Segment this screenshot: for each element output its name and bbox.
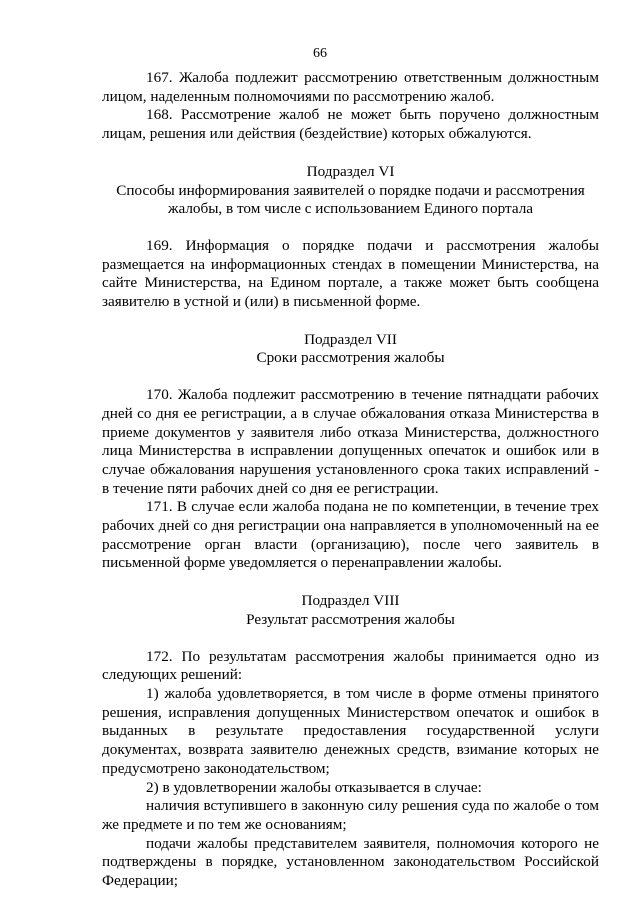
paragraph-169: 169. Информация о порядке подачи и рассмотрения жалобы размещается на информационных стендах в помещении Министерства, на сайте Министерства, на Едином портале, а также может быть сообщена заявителю в устной и (или) в письменной форме.	[102, 236, 599, 311]
subsection-7-title: Сроки рассмотрения жалобы	[256, 349, 445, 367]
paragraph-168: 168. Рассмотрение жалоб не может быть поручено должностным лицам, решения или действия (бездействие) которых обжалуются.	[102, 106, 599, 143]
paragraph-172: 172. По результатам рассмотрения жалобы принимается одно из следующих решений:	[102, 647, 599, 684]
page-number: 66	[313, 46, 327, 61]
paragraph-172-item-2-case-a: наличия вступившего в законную силу решения суда по жалобе о том же предмете и по тем же основаниям;	[102, 797, 599, 833]
paragraph-172-item-2-case-b: подачи жалобы представителем заявителя, полномочия которого не подтверждены в порядке, установленном законодательством Российской Федерации;	[102, 834, 599, 890]
paragraph-167: 167. Жалоба подлежит рассмотрению ответственным должностным лицом, наделенным полномочиями по рассмотрению жалоб.	[102, 69, 599, 105]
subsection-8-label: Подраздел VIII	[301, 592, 400, 610]
subsection-6-label: Подраздел VI	[306, 162, 395, 180]
document-body	[102, 69, 599, 891]
paragraph-171: 171. В случае если жалоба подана не по компетенции, в течение трех рабочих дней со дня регистрации она направляется в уполномоченный на ее рассмотрение орган власти (организацию), после чего заявитель в письменной форме уведомляется о перенаправлении жалобы.	[102, 498, 599, 572]
paragraph-170: 170. Жалоба подлежит рассмотрению в течение пятнадцати рабочих дней со дня ее регистрации, а в случае обжалования отказа Министерства в приеме документов у заявителя либо отказа Министерства, должностного лица Министерства в исправлении допущенных опечаток и ошибок или в случае обжалования нарушения установленного срока таких исправлений - в течение пяти рабочих дней со дня ее регистрации.	[102, 386, 599, 497]
subsection-6-title: Способы информирования заявителей о порядке подачи и рассмотрения жалобы, в том числе с использованием Единого портала	[116, 181, 585, 218]
subsection-8-title: Результат рассмотрения жалобы	[246, 610, 455, 628]
paragraph-172-item-2: 2) в удовлетворении жалобы отказывается в случае:	[146, 778, 482, 796]
subsection-7-label: Подраздел VII	[304, 330, 397, 348]
paragraph-172-item-1: 1) жалоба удовлетворяется, в том числе в форме отмены принятого решения, исправления допущенных Министерством опечаток и ошибок в выданных в результате предоставления государственной услуги документах, возврата заявителю денежных средств, взимание которых не предусмотрено законодательством;	[102, 684, 599, 777]
